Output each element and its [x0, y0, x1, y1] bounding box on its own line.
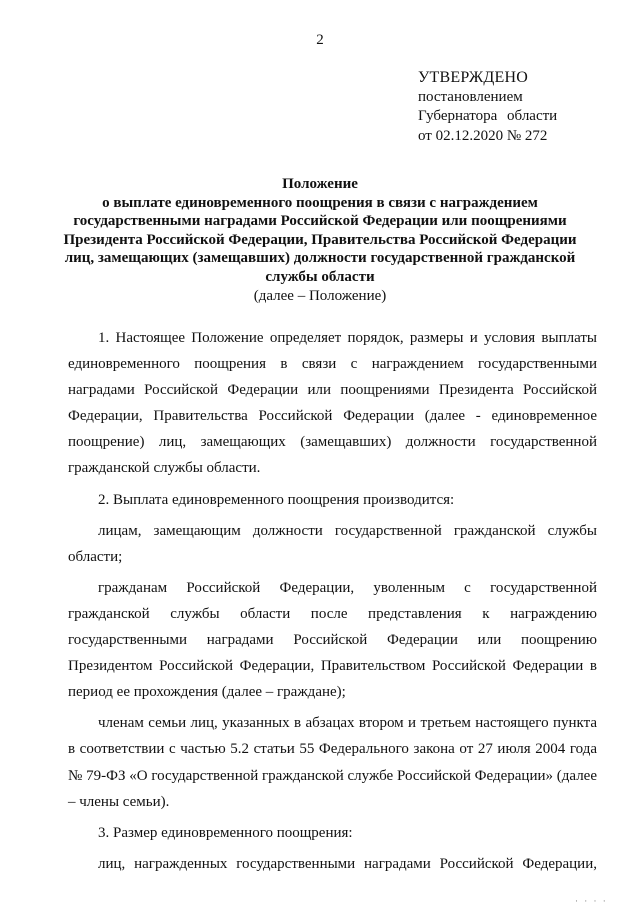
- document-title: [40, 175, 600, 305]
- title-heading: Положение: [282, 176, 358, 192]
- paragraph-5: членам семьи лиц, указанных в абзацах втором и третьем настоящего пункта в соответствии с частью 5.2 статьи 55 Федерального закона от 27 июля 2004 года № 79-ФЗ «О государственной гражданской службе Российской Федерации» (далее – члены семьи).: [68, 715, 597, 810]
- approval-line-1: постановлением: [418, 88, 523, 105]
- title-line-5: службы области: [265, 268, 375, 285]
- scan-artifact-dots-icon: · · · ·: [575, 896, 608, 906]
- approval-stamp: [418, 68, 557, 146]
- title-note: (далее – Положение): [253, 287, 387, 304]
- paragraph-1: 1. Настоящее Положение определяет порядок, размеры и условия выплаты единовременного поощрения в связи с награждением государственными наградами Российской Федерации или поощрениями Президента Российской Федерации, Правительства Российской Федерации (далее - единовременное поощрение) лиц, замещающих (замещавших) должности государственной гражданской службы области.: [68, 330, 597, 477]
- paragraph-7: лиц, награжденных государственными наградами Российской Федерации,: [98, 855, 597, 872]
- approval-line-2: Губернатора области: [418, 108, 558, 124]
- title-line-3: Президента Российской Федерации, Правительства Российской Федерации: [63, 231, 577, 248]
- title-line-2: государственными наградами Российской Федерации или поощрениями: [73, 213, 567, 230]
- paragraph-6: 3. Размер единовременного поощрения:: [98, 824, 353, 841]
- approval-heading: УТВЕРЖДЕНО: [418, 69, 529, 86]
- paragraph-4: гражданам Российской Федерации, уволенным с государственной гражданской службы области после представления к награждению государственными наградами Российской Федерации или поощрению Президентом Российской Федерации, Правительством Российской Федерации в период ее прохождения (далее – граждане);: [68, 579, 597, 701]
- page-number: 2: [316, 32, 324, 48]
- title-line-1: о выплате единовременного поощрения в связи с награждением: [102, 194, 538, 211]
- approval-line-3: от 02.12.2020 № 272: [418, 127, 548, 144]
- title-line-4: лиц, замещающих (замещавших) должности государственной гражданской: [64, 250, 576, 267]
- paragraph-2: 2. Выплата единовременного поощрения производится:: [98, 491, 455, 508]
- document-body: [68, 325, 597, 877]
- paragraph-3: лицам, замещающим должности государственной гражданской службы области;: [68, 522, 597, 565]
